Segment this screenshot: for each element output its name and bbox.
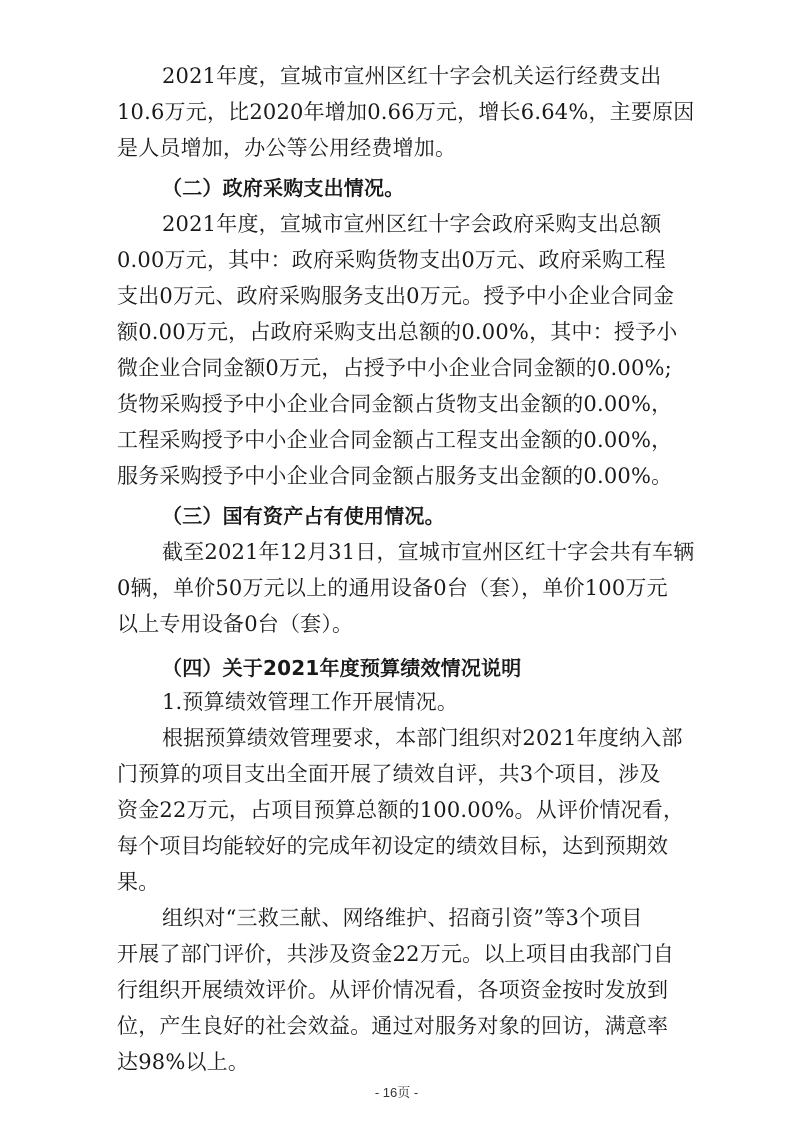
paragraph-line: 货物采购授予中小企业合同金额占货物支出金额的0.00%， <box>117 392 673 416</box>
paragraph-line: 组织对“三救三献、网络维护、招商引资”等3个项目 <box>162 906 643 930</box>
paragraph-line: 以上专用设备0台（套）。 <box>117 612 354 636</box>
subsection-heading: 1.预算绩效管理工作开展情况。 <box>162 690 459 714</box>
paragraph-line: 资金22万元，占项目预算总额的100.00%。从评价情况看， <box>117 798 685 822</box>
paragraph-line: 10.6万元，比2020年增加0.66万元，增长6.64%，主要原因 <box>117 100 695 124</box>
paragraph-line: 服务采购授予中小企业合同金额占服务支出金额的0.00%。 <box>117 464 673 488</box>
paragraph-line: 支出0万元、政府采购服务支出0万元。授予中小企业合同金 <box>117 284 675 308</box>
paragraph-line: 0.00万元，其中：政府采购货物支出0万元、政府采购工程 <box>117 248 666 272</box>
paragraph-line: 0辆，单价50万元以上的通用设备0台（套），单价100万元 <box>117 576 668 600</box>
paragraph-line: 位，产生良好的社会效益。通过对服务对象的回访，满意率 <box>117 1014 669 1038</box>
paragraph-line: 2021年度，宣城市宣州区红十字会机关运行经费支出 <box>162 64 662 88</box>
page-number: - 16页 - <box>374 1085 419 1100</box>
paragraph-line: 门预算的项目支出全面开展了绩效自评，共3个项目，涉及 <box>117 762 661 786</box>
section-heading: （三）国有资产占有使用情况。 <box>162 504 445 528</box>
paragraph-line: 果。 <box>117 870 160 894</box>
paragraph-line: 额0.00万元，占政府采购支出总额的0.00%，其中：授予小 <box>117 320 678 344</box>
section-heading: （二）政府采购支出情况。 <box>162 176 405 200</box>
paragraph-line: 是人员增加，办公等公用经费增加。 <box>117 136 457 160</box>
paragraph-line: 微企业合同金额0万元，占授予中小企业合同金额的0.00%; <box>117 356 672 380</box>
paragraph-line: 行组织开展绩效评价。从评价情况看，各项资金按时发放到 <box>117 978 669 1002</box>
section-heading: （四）关于2021年度预算绩效情况说明 <box>162 656 522 680</box>
paragraph-line: 开展了部门评价，共涉及资金22万元。以上项目由我部门自 <box>117 942 675 966</box>
paragraph-line: 根据预算绩效管理要求，本部门组织对2021年度纳入部 <box>162 726 683 750</box>
paragraph-line: 截至2021年12月31日，宣城市宣州区红十字会共有车辆 <box>162 540 695 564</box>
paragraph-line: 每个项目均能较好的完成年初设定的绩效目标，达到预期效 <box>117 834 669 858</box>
paragraph-line: 达98%以上。 <box>117 1050 250 1074</box>
paragraph-line: 2021年度，宣城市宣州区红十字会政府采购支出总额 <box>162 212 662 236</box>
paragraph-line: 工程采购授予中小企业合同金额占工程支出金额的0.00%， <box>117 428 673 452</box>
